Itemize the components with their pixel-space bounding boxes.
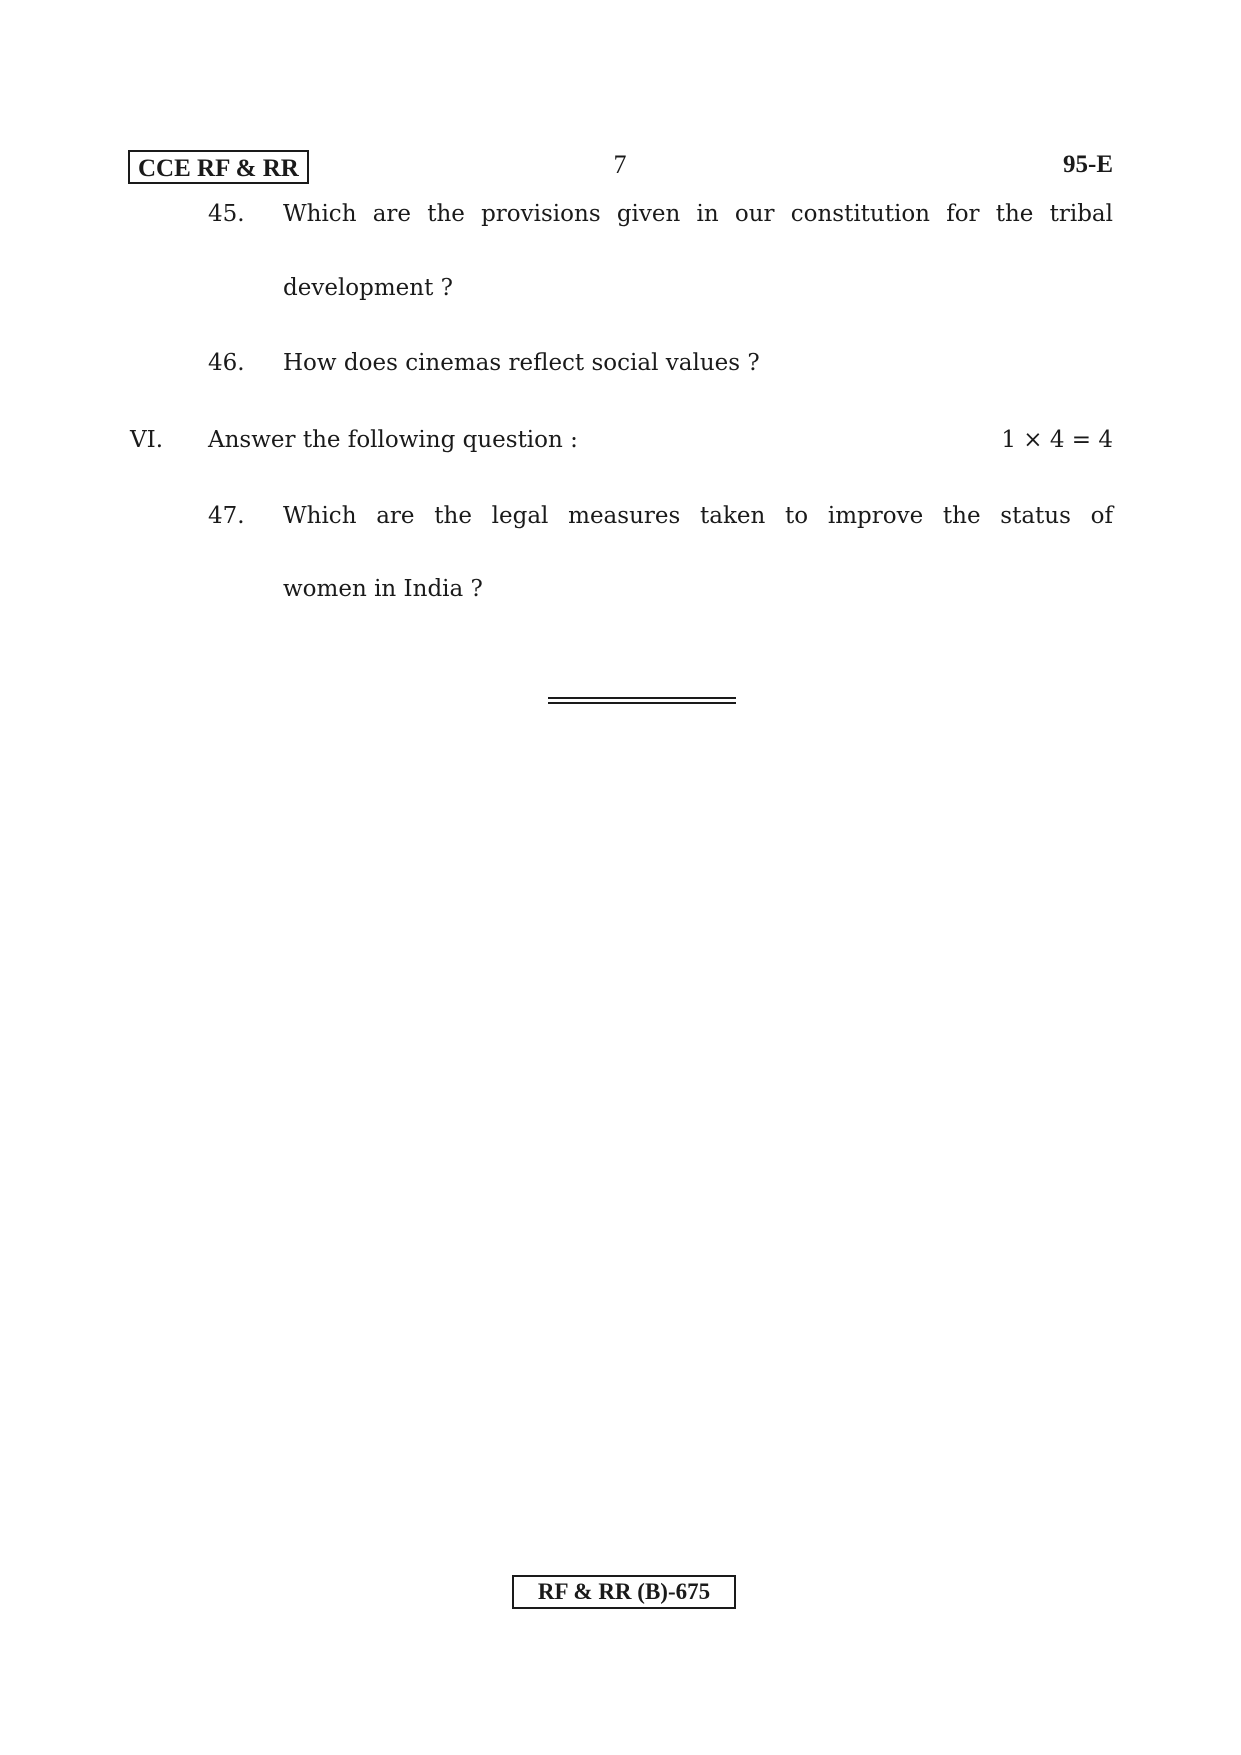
question-45-number: 45. <box>208 201 245 227</box>
footer-code-box: RF & RR (B)-675 <box>512 1575 736 1609</box>
question-45-text-line2: development ? <box>283 275 453 301</box>
header-code-box: CCE RF & RR <box>128 150 309 184</box>
question-47-text-line2: women in India ? <box>283 576 483 602</box>
question-46-number: 46. <box>208 350 245 376</box>
paper-code: 95-E <box>1063 151 1113 178</box>
end-of-paper-double-rule <box>548 697 736 704</box>
page-number: 7 <box>613 150 627 179</box>
question-47-number: 47. <box>208 503 245 529</box>
section-number: VI. <box>130 427 164 453</box>
section-marks: 1 × 4 = 4 <box>1001 427 1113 453</box>
question-46-text: How does cinemas reflect social values ? <box>283 350 760 376</box>
question-45-text-line1: Which are the provisions given in our constitution for the tribal <box>283 201 1113 227</box>
question-47-text-line1: Which are the legal measures taken to improve the status of <box>283 503 1113 529</box>
section-instruction: Answer the following question : <box>208 427 578 453</box>
